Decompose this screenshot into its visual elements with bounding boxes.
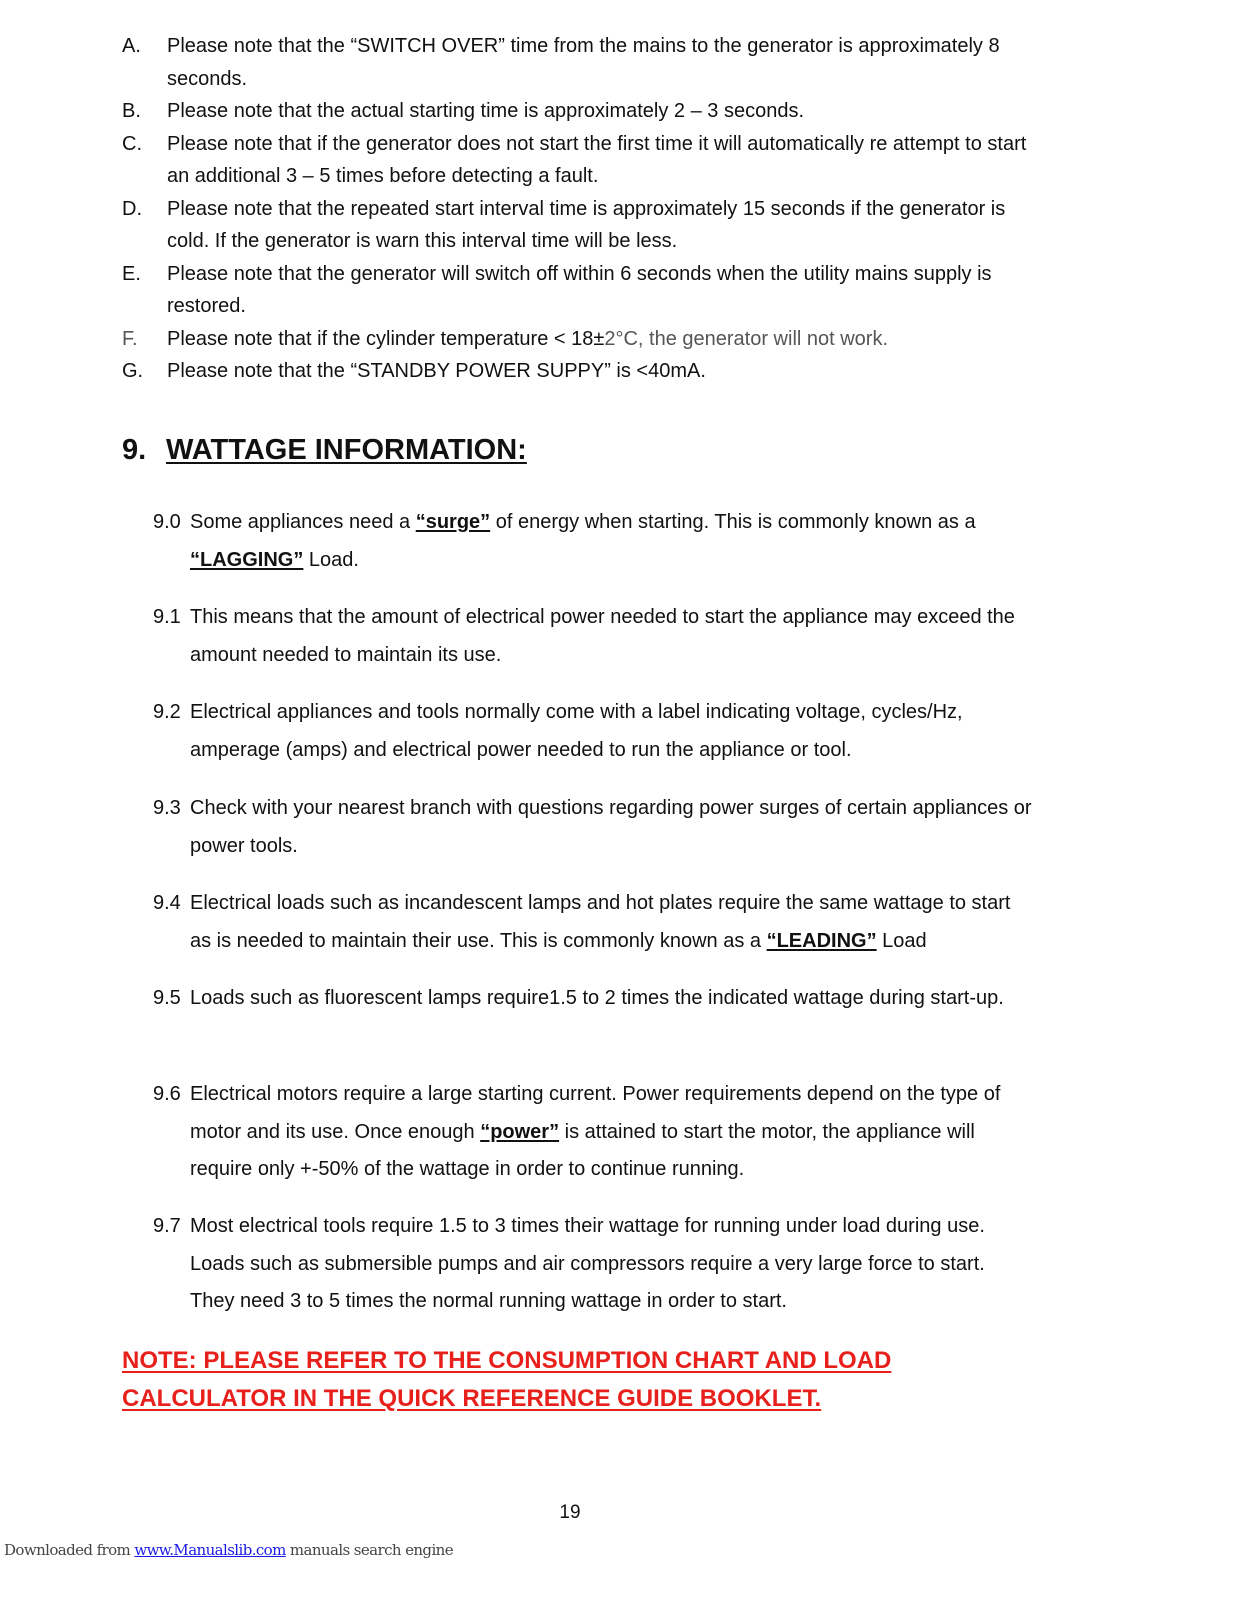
note-text: Please note that the generator will switch off within 6 seconds when the utility mains supply is restored. [167, 262, 992, 317]
paragraph-number: 9.4 [153, 892, 181, 914]
paragraph-9-6 [153, 1076, 1033, 1189]
paragraph-9-7 [153, 1208, 1033, 1321]
download-footer [4, 1541, 453, 1559]
paragraph-text: Loads such as fluorescent lamps require1.5 to 2 times the indicated wattage during start-up. [190, 987, 1004, 1009]
text-run: Load [876, 929, 927, 952]
note-text: Please note that the repeated start interval time is approximately 15 seconds if the generator is cold. If the generator is warn this interval time will be less. [167, 197, 1006, 252]
section-heading [122, 434, 527, 467]
paragraph-9-0 [153, 504, 1033, 579]
note-item-b [122, 95, 1052, 128]
paragraph-text: Electrical appliances and tools normally come with a label indicating voltage, cycles/Hz, amperage (amps) and electrical power needed to run the appliance or tool. [190, 701, 963, 761]
note-letter: E. [122, 262, 141, 285]
paragraph-number: 9.7 [153, 1215, 181, 1237]
note-item-c [122, 128, 1052, 193]
text-run: is attained to start the motor, the appliance will require only +-50% of the wattage in order to continue running. [190, 1120, 975, 1180]
paragraph-text [190, 1076, 1033, 1189]
note-text: Please note that if the generator does not start the first time it will automatically re attempt to start an additional 3 – 5 times before detecting a fault. [167, 132, 1027, 187]
note-text [167, 323, 1052, 356]
paragraph-9-1 [153, 599, 1033, 674]
emphasis-leading: “LEADING” [766, 929, 877, 952]
paragraph-text [190, 885, 1033, 960]
paragraph-9-3 [153, 790, 1033, 865]
reference-note: NOTE: PLEASE REFER TO THE CONSUMPTION CHART AND LOAD CALCULATOR IN THE QUICK REFERENCE GUIDE BOOKLET. [122, 1347, 892, 1412]
paragraph-9-5 [153, 980, 1033, 1018]
paragraph-9-2 [153, 694, 1033, 769]
note-item-a [122, 30, 1052, 95]
paragraph-number: 9.2 [153, 701, 181, 723]
text-run: Electrical loads such as incandescent lamps and hot plates require the same wattage to start as is needed to maintain their use. This is commonly known as a [190, 892, 1011, 952]
text-run: Some appliances need a [190, 511, 416, 533]
paragraph-text: Check with your nearest branch with questions regarding power surges of certain appliances or power tools. [190, 797, 1032, 857]
paragraph-number: 9.0 [153, 511, 181, 533]
emphasis-power: “power” [480, 1120, 560, 1143]
note-letter: A. [122, 35, 141, 57]
note-text: Please note that the actual starting time is approximately 2 – 3 seconds. [167, 100, 805, 122]
paragraph-text: This means that the amount of electrical power needed to start the appliance may exceed the amount needed to maintain its use. [190, 606, 1015, 666]
paragraph-9-4 [153, 885, 1033, 960]
paragraph-number: 9.3 [153, 797, 181, 819]
page-number: 19 [559, 1502, 581, 1523]
note-item-f [122, 323, 1052, 356]
note-text: Please note that the “SWITCH OVER” time from the mains to the generator is approximately 8 seconds. [167, 35, 1000, 90]
note-letter: F. [122, 327, 138, 350]
note-item-e [122, 258, 1052, 323]
paragraph-number: 9.5 [153, 987, 181, 1009]
text-run: of energy when starting. This is commonly known as a [490, 511, 976, 533]
section-title: WATTAGE INFORMATION: [166, 434, 527, 466]
paragraph-text [190, 504, 1033, 579]
paragraph-text: Most electrical tools require 1.5 to 3 times their wattage for running under load during use. Loads such as submersible pumps and air compressors require a very large force to start. They need 3 to 5 times the normal running wattage in order to start. [190, 1215, 985, 1312]
section-number: 9. [122, 434, 147, 466]
note-letter: D. [122, 197, 142, 220]
paragraph-number: 9.1 [153, 606, 181, 628]
note-text: Please note that the “STANDBY POWER SUPPY” is <40mA. [167, 360, 706, 382]
emphasis-surge: “surge” [415, 511, 491, 533]
note-item-d [122, 193, 1052, 258]
footer-prefix: Downloaded from [4, 1541, 135, 1559]
note-letter: C. [122, 132, 142, 155]
footer-suffix: manuals search engine [285, 1541, 453, 1559]
text-run: Load. [303, 548, 359, 571]
note-item-g [122, 355, 1052, 388]
note-letter: B. [122, 100, 141, 122]
emphasis-lagging: “LAGGING” [190, 548, 304, 571]
note-letter: G. [122, 360, 144, 382]
note-text-part: Please note that if the cylinder temperature < 18± [167, 327, 605, 350]
paragraph-number: 9.6 [153, 1083, 181, 1105]
manualslib-link[interactable]: www.Manualslib.com [134, 1541, 286, 1559]
text-run: Electrical motors require a large starting current. Power requirements depend on the type of motor and its use. Once enough [190, 1083, 1001, 1143]
notes-list [122, 30, 1052, 388]
note-text-part-muted: 2°C, the generator will not work. [604, 327, 889, 350]
